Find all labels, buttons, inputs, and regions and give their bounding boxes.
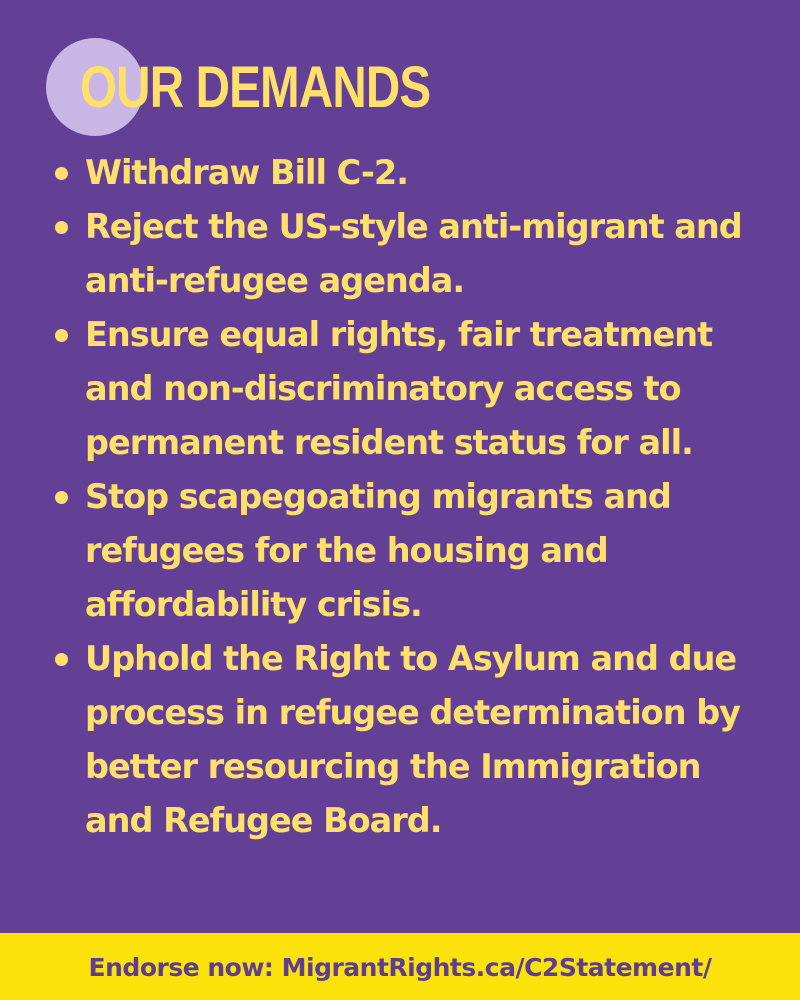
page-title: OUR DEMANDS	[80, 55, 431, 120]
bullet-icon	[55, 491, 68, 504]
demand-text: Stop scapegoating migrants and refugees for the housing and affordability crisis.	[85, 477, 671, 624]
demand-item	[40, 200, 770, 308]
footer-banner	[0, 933, 800, 1000]
demands-list	[40, 146, 770, 848]
bullet-icon	[55, 221, 68, 234]
bullet-icon	[55, 167, 68, 180]
demand-item	[40, 632, 770, 848]
demand-text: Withdraw Bill C-2.	[85, 153, 408, 192]
demand-text: Reject the US-style anti-migrant and anti-refugee agenda.	[85, 207, 742, 300]
demand-text: Ensure equal rights, fair treatment and non-discriminatory access to permanent resident status for all.	[85, 315, 713, 462]
demand-item	[40, 470, 770, 632]
demand-text: Uphold the Right to Asylum and due process in refugee determination by better resourcing the Immigration and Refugee Board.	[85, 639, 741, 840]
demand-item	[40, 308, 770, 470]
demand-item	[40, 146, 770, 200]
bullet-icon	[55, 329, 68, 342]
endorse-link[interactable]: Endorse now: MigrantRights.ca/C2Statement/	[88, 953, 712, 982]
bullet-icon	[55, 653, 68, 666]
